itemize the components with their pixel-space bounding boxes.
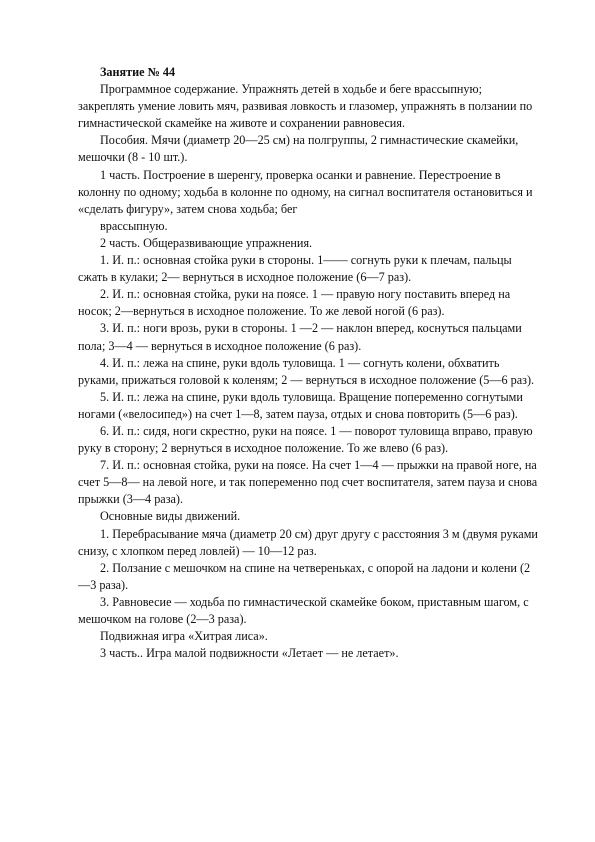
- exercise-4: 4. И. п.: лежа на спине, руки вдоль туловища. 1 — согнуть колени, обхватить руками, прижаться головой к коленям; 2 — вернуться в исходное положение (5—6 раз).: [78, 355, 535, 387]
- part-two-heading: 2 часть. Общеразвивающие упражнения.: [100, 235, 313, 250]
- movement-1: 1. Перебрасывание мяча (диаметр 20 см) друг другу с расстояния 3 м (двумя руками снизу, с хлопком перед ловлей) — 10—12 раз.: [78, 526, 538, 558]
- movement-3: 3. Равновесие — ходьба по гимнастической скамейке боком, приставным шагом, с мешочком на голове (2—3 раза).: [78, 594, 529, 626]
- exercise-7: 7. И. п.: основная стойка, руки на поясе. На счет 1—4 — прыжки на правой ноге, на счет 5—8— на левой ноге, и так попеременно под счет воспитателя, затем пауза и снова прыжки (3—4 раза).: [78, 458, 538, 507]
- exercise-1: 1. И. п.: основная стойка руки в стороны. 1—— согнуть руки к плечам, пальцы сжать в кулаки; 2— вернуться в исходное положение (6—7 раз).: [78, 253, 512, 285]
- exercise-5: 5. И. п.: лежа на спине, руки вдоль туловища. Вращение попеременно согнутыми ногами («велосипед») на счет 1—8, затем пауза, отдых и снова повторить (5—6 раз).: [78, 389, 523, 421]
- part-three-paragraph: 3 часть.. Игра малой подвижности «Летает — не летает».: [100, 646, 399, 661]
- part-one-continuation: врассыпную.: [100, 218, 168, 233]
- part-one-paragraph: 1 часть. Построение в шеренгу, проверка осанки и равнение. Перестроение в колонну по одному; ходьба в колонне по одному, на сигнал воспитателя остановиться и «сделать фигуру», затем снова ходьба; бег: [78, 167, 533, 216]
- lesson-title: Занятие № 44: [100, 65, 176, 79]
- exercise-3: 3. И. п.: ноги врозь, руки в стороны. 1 —2 — наклон вперед, коснуться пальцами пола; 3—4 — вернуться в исходное положение (6 раз).: [78, 321, 522, 353]
- movement-2: 2. Ползание с мешочком на спине на четвереньках, с опорой на ладони и колени (2—3 раза).: [78, 560, 531, 592]
- exercise-2: 2. И. п.: основная стойка, руки на поясе. 1 — правую ногу поставить вперед на носок; 2—вернуться в исходное положение. То же левой ногой (6 раз).: [78, 287, 511, 319]
- outdoor-game: Подвижная игра «Хитрая лиса».: [100, 629, 268, 644]
- document-body: [78, 64, 540, 662]
- program-content-paragraph: Программное содержание. Упражнять детей в ходьбе и беге врассыпную; закреплять умение ловить мяч, развивая ловкость и глазомер, упражнять в ползании по гимнастической скамейке на животе и сохранении равновесия.: [78, 82, 533, 131]
- main-movements-heading: Основные виды движений.: [100, 509, 241, 524]
- materials-paragraph: Пособия. Мячи (диаметр 20—25 см) на полгруппы, 2 гимнастические скамейки, мешочки (8 - 10 шт.).: [78, 133, 519, 165]
- exercise-6: 6. И. п.: сидя, ноги скрестно, руки на поясе. 1 — поворот туловища вправо, правую руку в сторону; 2 вернуться в исходное положение. То же влево (6 раз).: [78, 423, 533, 456]
